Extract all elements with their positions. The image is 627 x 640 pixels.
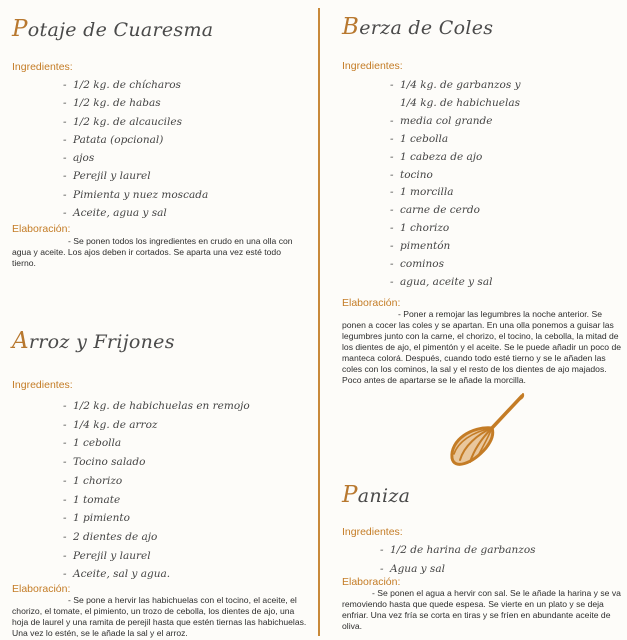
recipe-title-first-letter: P [342, 482, 358, 508]
ingredient-item: - 1/2 de harina de garbanzos [380, 544, 536, 556]
elaboration-text: - Se pone a hervir las habichuelas con el tocino, el aceite, el chorizo, el tomate, el pimiento, un trozo de cebolla, los dientes de ajo, una hoja de laurel y una ramita de perejil hasta que estén tiernas las habichuelas. Una vez lo estén, se le añade la sal y el arroz. [12, 595, 307, 638]
ingredient-item: - Aceite, agua y sal [63, 207, 167, 220]
recipe-title-rest: rroz y Frijones [28, 331, 175, 353]
recipe-title-first-letter: B [342, 14, 360, 40]
ingredient-item: - 1 morcilla [390, 186, 454, 199]
ingredient-item: - Aceite, sal y agua. [63, 568, 171, 581]
recipe-title-first-letter: A [12, 328, 29, 354]
ingredient-item: - tocino [390, 168, 433, 181]
recipe-title-potaje [12, 16, 213, 42]
elaboration-text: - Poner a remojar las legumbres la noche anterior. Se ponen a cocer las coles y se apartan. En una olla ponemos a guisar las legumbres junto con la carne, el chorizo, el tocino, la cebolla, la mitad de los dientes de ajo, el pimentón y el aceite. Se le puede añadir un poco de manteca colorá. Después, cuando todo esté tierno y se le añaden las coles con los cominos, la sal y el resto de los dientes de ajo majados. Poco antes de apartarse se le añade la morcilla. [342, 309, 622, 385]
ingredient-item: 1/4 kg. de habichuelas [400, 96, 520, 109]
ingredient-item: - 1/2 kg. de habas [63, 97, 161, 110]
ingredient-item: - 1 cabeza de ajo [390, 150, 483, 163]
whisk-icon [442, 388, 528, 472]
ingredient-item: - Pimienta y nuez moscada [63, 188, 209, 201]
ingredient-item: - media col grande [390, 114, 493, 127]
ingredient-item: - Perejil y laurel [63, 170, 151, 183]
recipe-title-first-letter: P [12, 16, 28, 42]
ingredient-item: - 1 pimiento [63, 512, 130, 525]
elaboration-label: Elaboración: [12, 223, 71, 235]
column-divider [318, 8, 320, 636]
ingredient-list [63, 76, 208, 222]
ingredient-item: - carne de cerdo [390, 204, 480, 217]
ingredients-label: Ingredientes: [12, 61, 73, 73]
ingredient-item: - 1/2 kg. de chícharos [63, 79, 181, 91]
ingredient-item: - Tocino salado [63, 456, 146, 469]
ingredient-item: - agua, aceite y sal [390, 275, 493, 288]
recipe-title-rest: otaje de Cuaresma [27, 19, 214, 41]
ingredients-label: Ingredientes: [342, 526, 403, 538]
ingredient-item: - cominos [390, 258, 444, 271]
ingredient-list [380, 541, 536, 578]
ingredients-label: Ingredientes: [342, 60, 403, 72]
ingredient-item: - 1/4 kg. de arroz [63, 418, 158, 431]
recipe-title-paniza [342, 482, 410, 508]
elaboration-label: Elaboración: [342, 297, 401, 309]
ingredient-item: - 1 cebolla [390, 132, 449, 145]
ingredient-item: - 1/4 kg. de garbanzos y [390, 79, 521, 91]
elaboration-text: - Se ponen todos los ingredientes en crudo en una olla con agua y aceite. Los ajos deben ir cortados. Se aparta una vez esté todo tierno. [12, 236, 293, 268]
ingredient-item: - 2 dientes de ajo [63, 530, 158, 543]
elaboration-label: Elaboración: [12, 583, 71, 595]
ingredient-item: - ajos [63, 152, 95, 165]
ingredients-label: Ingredientes: [12, 379, 73, 391]
ingredient-item: - Agua y sal [380, 562, 445, 575]
ingredient-item: - Patata (opcional) [63, 133, 164, 146]
ingredient-list [63, 397, 250, 584]
elaboration-label: Elaboración: [342, 576, 401, 588]
ingredient-item: - 1 chorizo [390, 222, 450, 235]
ingredient-item: - 1 chorizo [63, 474, 123, 487]
recipe-title-rest: erza de Coles [359, 17, 494, 39]
ingredient-item: - 1/2 kg. de habichuelas en remojo [63, 400, 250, 412]
elaboration-text: - Se ponen el agua a hervir con sal. Se le añade la harina y se va removiendo hasta que quede espesa. Se vierte en un plato y se deja enfriar. Una vez fría se corta en tiras y se fríen en abundante aceite de oliva. [342, 588, 621, 631]
ingredient-item: - Perejil y laurel [63, 549, 151, 562]
recipe-title-rest: aniza [357, 485, 411, 507]
ingredient-list [390, 77, 521, 292]
ingredient-item: - 1 tomate [63, 493, 121, 506]
ingredient-item: - 1/2 kg. de alcauciles [63, 115, 182, 128]
recipe-title-berza [342, 14, 493, 40]
ingredient-item: - pimentón [390, 240, 451, 253]
recipe-title-arroz [12, 328, 175, 354]
ingredient-item: - 1 cebolla [63, 437, 122, 450]
